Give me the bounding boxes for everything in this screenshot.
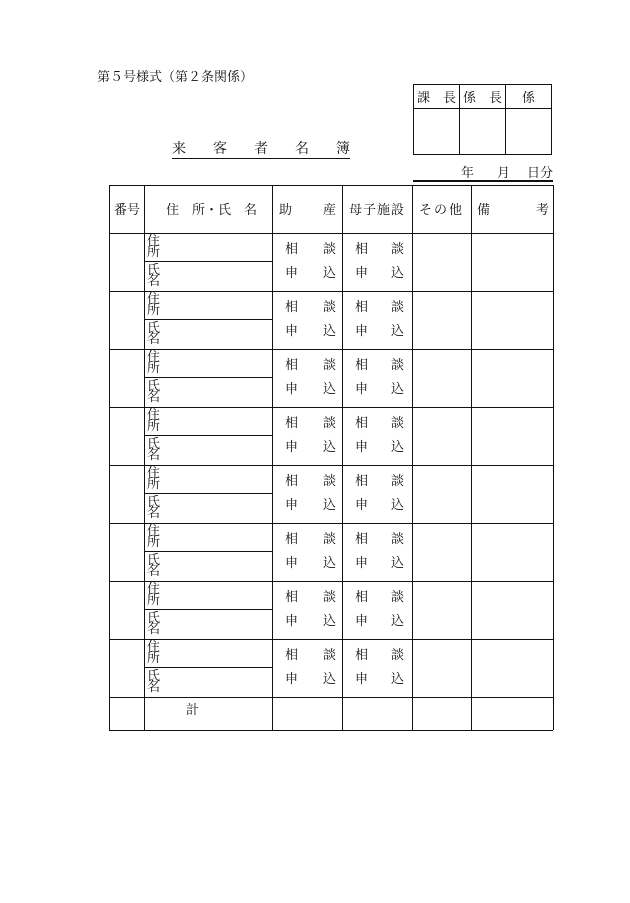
- col-line-3: [342, 185, 343, 730]
- facility-consult-1[interactable]: 相: [355, 300, 369, 315]
- facility-consult-2[interactable]: 談: [391, 474, 405, 489]
- facility-consult-2[interactable]: 談: [391, 242, 405, 257]
- col-line-1: [144, 185, 145, 730]
- form-number-label: 第５号様式（第２条関係）: [97, 70, 254, 85]
- midwifery-consult-1[interactable]: 相: [285, 358, 299, 373]
- total-label: 計: [186, 703, 200, 718]
- approval-head-staff: 係: [506, 85, 552, 109]
- facility-consult-1[interactable]: 相: [355, 532, 369, 547]
- date-day: 日分: [527, 166, 554, 181]
- header-other: その他: [419, 203, 465, 218]
- row-name-label: 氏名: [147, 263, 161, 289]
- row-address-label: 住所: [147, 292, 161, 318]
- row-name-label: 氏名: [147, 669, 161, 695]
- date-year: 年: [461, 166, 475, 181]
- midwifery-apply-1[interactable]: 申: [285, 266, 299, 281]
- facility-apply-2[interactable]: 込: [391, 614, 405, 629]
- midwifery-consult-1[interactable]: 相: [285, 242, 299, 257]
- header-midwifery-2: 産: [323, 203, 337, 218]
- midwifery-apply-2[interactable]: 込: [323, 498, 337, 513]
- row-address-label: 住所: [147, 582, 161, 608]
- facility-apply-2[interactable]: 込: [391, 440, 405, 455]
- midwifery-apply-1[interactable]: 申: [285, 614, 299, 629]
- facility-consult-1[interactable]: 相: [355, 242, 369, 257]
- facility-consult-2[interactable]: 談: [391, 648, 405, 663]
- address-name-divider: [144, 435, 272, 436]
- midwifery-consult-2[interactable]: 談: [323, 242, 337, 257]
- midwifery-consult-2[interactable]: 談: [323, 300, 337, 315]
- facility-apply-1[interactable]: 申: [355, 672, 369, 687]
- midwifery-apply-2[interactable]: 込: [323, 672, 337, 687]
- row-line-7: [109, 581, 553, 582]
- title-char: 客: [213, 141, 227, 157]
- midwifery-consult-1[interactable]: 相: [285, 474, 299, 489]
- midwifery-consult-1[interactable]: 相: [285, 590, 299, 605]
- row-address-label: 住所: [147, 640, 161, 666]
- row-line-1: [109, 233, 553, 234]
- row-line-9: [109, 697, 553, 698]
- midwifery-consult-2[interactable]: 談: [323, 474, 337, 489]
- midwifery-apply-2[interactable]: 込: [323, 382, 337, 397]
- address-name-divider: [144, 551, 272, 552]
- row-name-label: 氏名: [147, 611, 161, 637]
- midwifery-apply-2[interactable]: 込: [323, 440, 337, 455]
- row-line-3: [109, 349, 553, 350]
- facility-apply-2[interactable]: 込: [391, 556, 405, 571]
- row-line-10: [109, 730, 553, 731]
- address-name-divider: [144, 667, 272, 668]
- row-name-label: 氏名: [147, 321, 161, 347]
- midwifery-apply-2[interactable]: 込: [323, 324, 337, 339]
- header-remarks-1: 備: [477, 203, 491, 218]
- row-address-label: 住所: [147, 524, 161, 550]
- midwifery-apply-1[interactable]: 申: [285, 324, 299, 339]
- header-address-name: 住 所・氏 名: [166, 203, 258, 218]
- facility-apply-1[interactable]: 申: [355, 324, 369, 339]
- midwifery-apply-1[interactable]: 申: [285, 672, 299, 687]
- row-address-label: 住所: [147, 234, 161, 260]
- facility-consult-1[interactable]: 相: [355, 474, 369, 489]
- facility-apply-2[interactable]: 込: [391, 672, 405, 687]
- facility-consult-2[interactable]: 談: [391, 532, 405, 547]
- address-name-divider: [144, 261, 272, 262]
- header-number: 番号: [114, 203, 141, 218]
- facility-apply-1[interactable]: 申: [355, 498, 369, 513]
- facility-consult-1[interactable]: 相: [355, 648, 369, 663]
- midwifery-consult-1[interactable]: 相: [285, 648, 299, 663]
- row-line-5: [109, 465, 553, 466]
- visitor-register-table: [109, 185, 553, 730]
- facility-apply-2[interactable]: 込: [391, 266, 405, 281]
- facility-apply-1[interactable]: 申: [355, 614, 369, 629]
- row-name-label: 氏名: [147, 553, 161, 579]
- row-address-label: 住所: [147, 408, 161, 434]
- midwifery-apply-1[interactable]: 申: [285, 556, 299, 571]
- midwifery-consult-1[interactable]: 相: [285, 416, 299, 431]
- approval-head-subsection-chief: 係 長: [460, 85, 506, 109]
- title-char: 簿: [336, 141, 350, 157]
- approval-stamp-box-3[interactable]: [506, 109, 552, 155]
- approval-stamp-box-1[interactable]: [414, 109, 460, 155]
- midwifery-consult-2[interactable]: 談: [323, 358, 337, 373]
- facility-consult-1[interactable]: 相: [355, 358, 369, 373]
- date-line[interactable]: [413, 162, 553, 182]
- facility-consult-2[interactable]: 談: [391, 416, 405, 431]
- col-line-0: [109, 185, 110, 730]
- facility-apply-1[interactable]: 申: [355, 266, 369, 281]
- midwifery-apply-2[interactable]: 込: [323, 556, 337, 571]
- address-name-divider: [144, 319, 272, 320]
- row-line-0: [109, 185, 553, 186]
- row-line-4: [109, 407, 553, 408]
- row-address-label: 住所: [147, 466, 161, 492]
- approval-head-section-chief: 課 長: [414, 85, 460, 109]
- row-line-8: [109, 639, 553, 640]
- row-name-label: 氏名: [147, 437, 161, 463]
- document-title: [172, 138, 350, 159]
- row-name-label: 氏名: [147, 379, 161, 405]
- address-name-divider: [144, 609, 272, 610]
- midwifery-apply-1[interactable]: 申: [285, 382, 299, 397]
- midwifery-consult-2[interactable]: 談: [323, 532, 337, 547]
- facility-apply-2[interactable]: 込: [391, 382, 405, 397]
- title-char: 者: [254, 141, 268, 157]
- midwifery-apply-1[interactable]: 申: [285, 498, 299, 513]
- row-address-label: 住所: [147, 350, 161, 376]
- facility-consult-2[interactable]: 談: [391, 300, 405, 315]
- facility-consult-1[interactable]: 相: [355, 416, 369, 431]
- title-char: 来: [172, 141, 186, 157]
- midwifery-consult-1[interactable]: 相: [285, 532, 299, 547]
- facility-consult-2[interactable]: 談: [391, 590, 405, 605]
- col-line-5: [471, 185, 472, 730]
- approval-stamp-box-2[interactable]: [460, 109, 506, 155]
- col-line-4: [412, 185, 413, 730]
- title-char: 名: [295, 141, 309, 157]
- midwifery-apply-2[interactable]: 込: [323, 266, 337, 281]
- midwifery-apply-2[interactable]: 込: [323, 614, 337, 629]
- facility-consult-2[interactable]: 談: [391, 358, 405, 373]
- row-name-label: 氏名: [147, 495, 161, 521]
- row-line-2: [109, 291, 553, 292]
- midwifery-consult-2[interactable]: 談: [323, 590, 337, 605]
- midwifery-consult-1[interactable]: 相: [285, 300, 299, 315]
- approval-stamp-table: [413, 84, 552, 155]
- midwifery-apply-1[interactable]: 申: [285, 440, 299, 455]
- row-line-6: [109, 523, 553, 524]
- address-name-divider: [144, 377, 272, 378]
- header-mother-child-facility: 母子施設: [349, 203, 406, 218]
- facility-apply-1[interactable]: 申: [355, 382, 369, 397]
- col-line-6: [553, 185, 554, 730]
- facility-consult-1[interactable]: 相: [355, 590, 369, 605]
- header-remarks-2: 考: [536, 203, 550, 218]
- date-month: 月: [497, 166, 511, 181]
- midwifery-consult-2[interactable]: 談: [323, 648, 337, 663]
- facility-apply-2[interactable]: 込: [391, 324, 405, 339]
- address-name-divider: [144, 493, 272, 494]
- facility-apply-2[interactable]: 込: [391, 498, 405, 513]
- facility-apply-1[interactable]: 申: [355, 556, 369, 571]
- header-midwifery-1: 助: [279, 203, 293, 218]
- midwifery-consult-2[interactable]: 談: [323, 416, 337, 431]
- facility-apply-1[interactable]: 申: [355, 440, 369, 455]
- col-line-2: [272, 185, 273, 730]
